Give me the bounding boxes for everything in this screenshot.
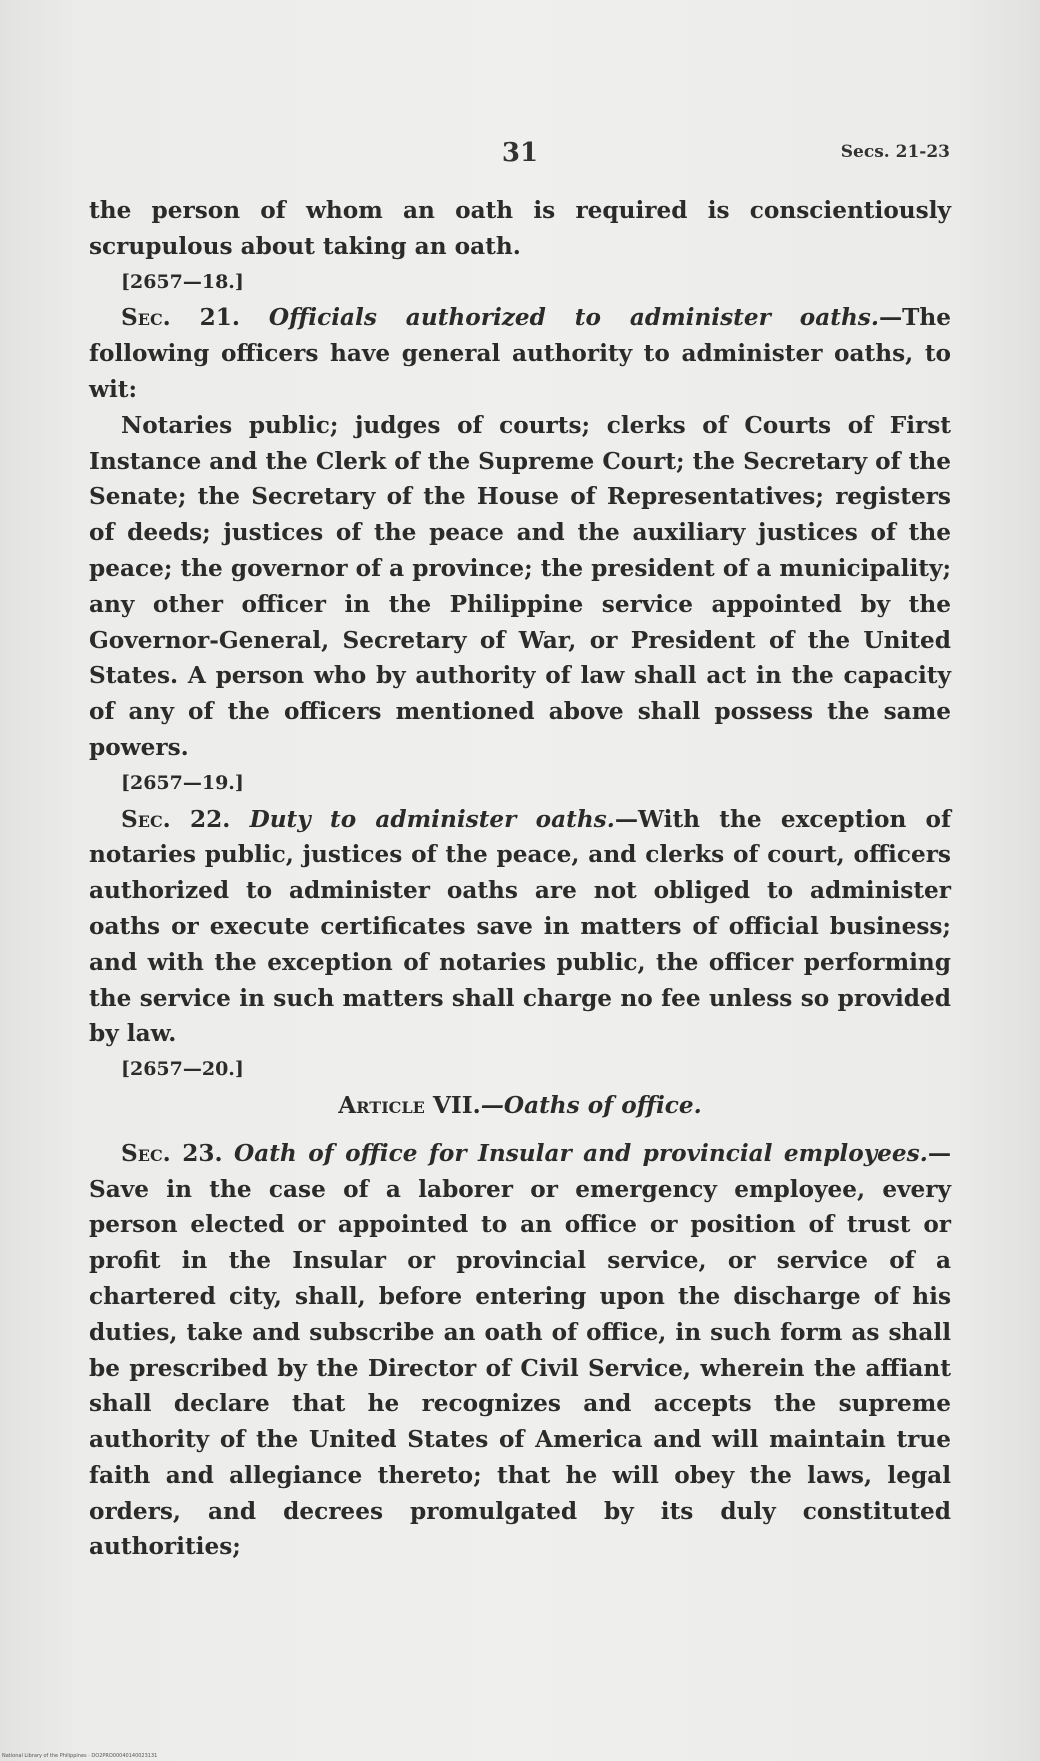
page-header [90, 138, 950, 178]
sections-reference: Secs. 21-23 [840, 142, 950, 162]
article-heading [89, 1088, 951, 1124]
section-22 [89, 802, 951, 1053]
section-title: Duty to administer oaths. [249, 805, 615, 833]
section-text: —The following officers have general authority to administer oaths, to wit: [89, 304, 951, 403]
source-reference: [2657—19.] [121, 771, 244, 794]
section-label: Sec. 21. [121, 304, 240, 332]
article-title: —Oaths of office. [480, 1091, 702, 1119]
scan-footer: National Library of the Philippines · DO2PRO00040140023131 [2, 1753, 158, 1759]
source-reference: [2657—18.] [121, 270, 244, 293]
officers-list-paragraph: Notaries public; judges of courts; clerks of Courts of First Instance and the Clerk of the Supreme Court; the Secretary of the Senate; the Secretary of the House of Representatives; registers of deeds; justices of the peace and the auxiliary justices of the peace; the governor of a province; the president of a municipality; any other officer in the Philippine service appointed by the Governor-General, Secretary of War, or President of the United States. A person who by authority of law shall act in the capacity of any of the officers mentioned above shall possess the same powers. [89, 411, 952, 761]
section-text: —Save in the case of a laborer or emergency employee, every person elected or appointed to an office or position of trust or profit in the Insular or provincial service, or service of a chartered city, shall, before entering upon the discharge of his duties, take and subscribe an oath of office, in such form as shall be prescribed by the Director of Civil Service, wherein the affiant shall declare that he recognizes and accepts the supreme authority of the United States of America and will maintain true faith and allegiance thereto; that he will obey the laws, legal orders, and decrees promulgated by its duly constituted authorities; [89, 1139, 951, 1561]
document-body [89, 193, 951, 1565]
article-label: Article VII. [338, 1091, 481, 1119]
section-title: Officials authorized to administer oaths. [268, 304, 879, 332]
section-text: —With the exception of notaries public, justices of the peace, and clerks of court, officers authorized to administer oaths are not obliged to administer oaths or execute certificates save in matters of official business; and with the exception of notaries public, the officer performing the service in such matters shall charge no fee unless so provided by law. [89, 805, 951, 1048]
section-21 [89, 300, 951, 407]
section-title: Oath of office for Insular and provincial employees. [234, 1139, 928, 1167]
source-reference: [2657—20.] [121, 1058, 244, 1081]
section-label: Sec. 23. [121, 1139, 223, 1167]
spacer [89, 1124, 951, 1136]
page-number: 31 [501, 138, 539, 168]
paragraph-continuation: the person of whom an oath is required is conscientiously scrupulous about taking an oath. [89, 197, 951, 260]
section-23 [89, 1136, 951, 1566]
section-label: Sec. 22. [121, 805, 231, 833]
